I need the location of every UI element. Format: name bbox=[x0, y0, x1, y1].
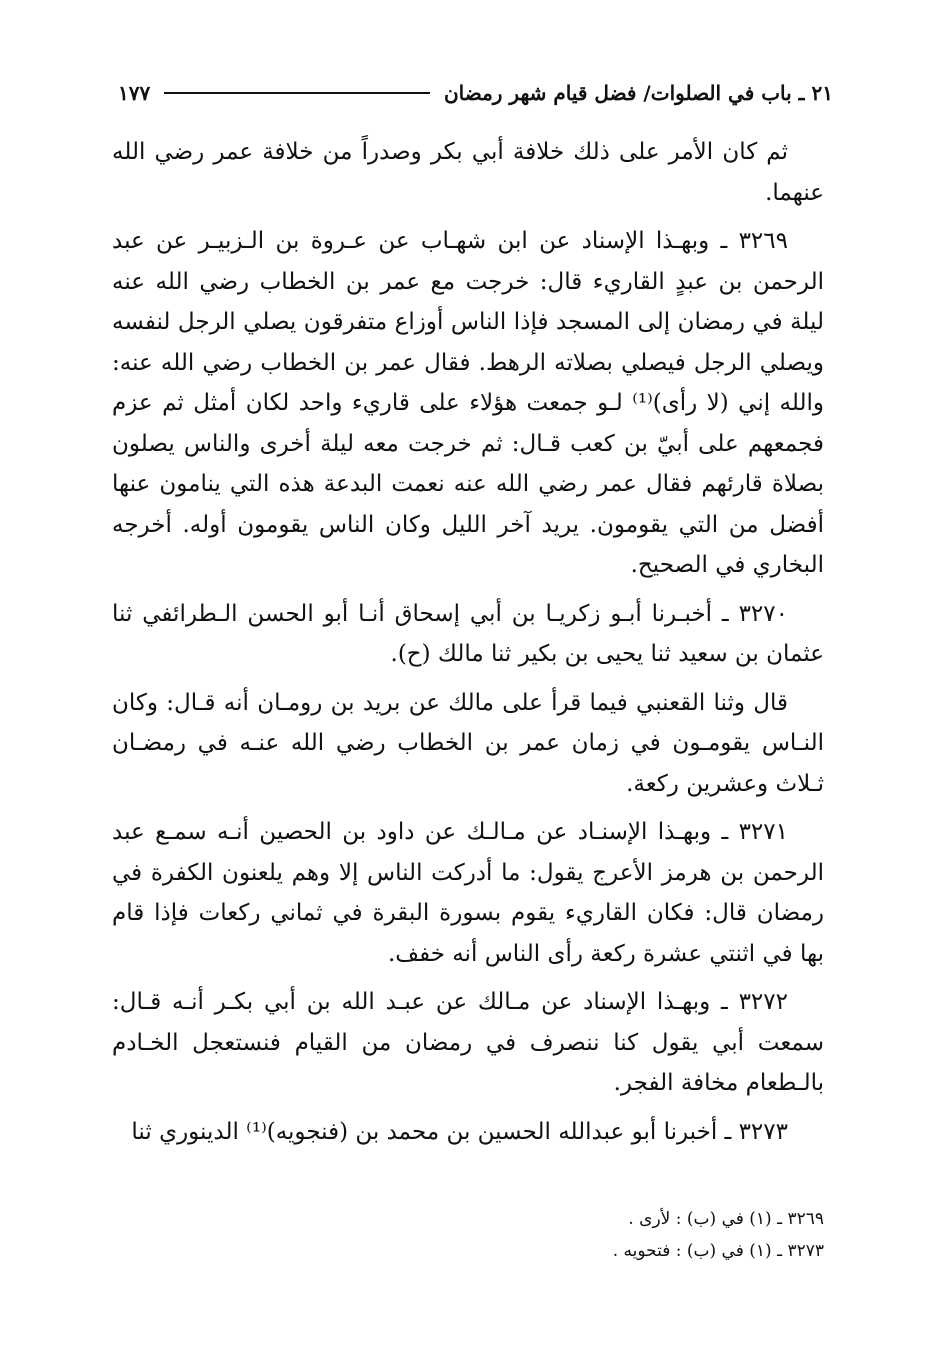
hadith-3271: ٣٢٧١ ـ وبهـذا الإسنـاد عن مـالـك عن داود بن الحصين أنـه سمـع عبد الرحمن بن هرمز الأعرج يقول: ما أدركت الناس إلا وهم يلعنون الكفرة في رمضان قال: فكان القاريء يقوم بسورة البقرة في ثماني ركعات فإذا قام بها في اثنتي عشرة ركعة رأى الناس أنه خفف. bbox=[112, 819, 824, 967]
paragraph: قال وثنا القعنبي فيما قرأ على مالك عن بريد بن رومـان أنه قـال: وكان النـاس يقومـون في زمان عمر بن الخطاب رضي الله عنـه في رمضـان ثـلاث وعشرين ركعة. bbox=[112, 689, 824, 797]
hadith-3272: ٣٢٧٢ ـ وبهـذا الإسناد عن مـالك عن عبـد الله بن أبي بكـر أنـه قـال: سمعت أبي يقول كنا ننصرف في رمضان من القيام فنستعجل الخـادم بالـطعام مخافة الفجر. bbox=[112, 989, 824, 1096]
footnotes bbox=[112, 1203, 824, 1267]
header-rule bbox=[164, 92, 430, 94]
page-number: ١٧٧ bbox=[118, 81, 151, 105]
footnote: ٣٢٦٩ ـ (١) في (ب) : لأرى . bbox=[628, 1209, 824, 1229]
paragraph: ثم كان الأمر على ذلك خلافة أبي بكر وصدراً من خلافة عمر رضي الله عنهما. bbox=[112, 139, 824, 206]
hadith-3273: ٣٢٧٣ ـ أخبرنا أبو عبدالله الحسين بن محمد بن (فنجويه)⁽¹⁾ الدينوري ثنا bbox=[131, 1118, 788, 1145]
hadith-3270: ٣٢٧٠ ـ أخبـرنا أبـو زكريـا بن أبي إسحاق أنـا أبو الحسن الـطرائفي ثنا عثمان بن سعيد ثنا يحيى بن بكير ثنا مالك (ح). bbox=[112, 600, 824, 667]
hadith-3269: ٣٢٦٩ ـ وبهـذا الإسناد عن ابن شهـاب عن عـروة بن الـزبيـر عن عبد الرحمن بن عبدٍ القاريء قال: خرجت مع عمر بن الخطاب رضي الله عنه ليلة في رمضان إلى المسجد فإذا الناس أوزاع متفرقون يصلي الرجل لنفسه ويصلي الرجل فيصلي بصلاته الرهط. فقال عمر بن الخطاب رضي الله عنه: والله إني (لا رأى)⁽¹⁾ لـو جمعت هؤلاء على قاريء واحد لكان أمثل ثم عزم فجمعهم على أبيّ بن كعب قـال: ثم خرجت معه ليلة أخرى والناس يصلون بصلاة قارئهم فقال عمر رضي الله عنه نعمت البدعة هذه التي ينامون عنها أفضل من التي يقومون. يريد آخر الليل وكان الناس يقومون أوله. أخرجه البخاري في الصحيح. bbox=[112, 228, 824, 578]
body-text bbox=[112, 132, 824, 1160]
chapter-title: ٢١ ـ باب في الصلوات/ فضل قيام شهر رمضان bbox=[443, 81, 833, 105]
running-header bbox=[118, 76, 833, 110]
footnote: ٣٢٧٣ ـ (١) في (ب) : فتحويه . bbox=[612, 1241, 824, 1261]
